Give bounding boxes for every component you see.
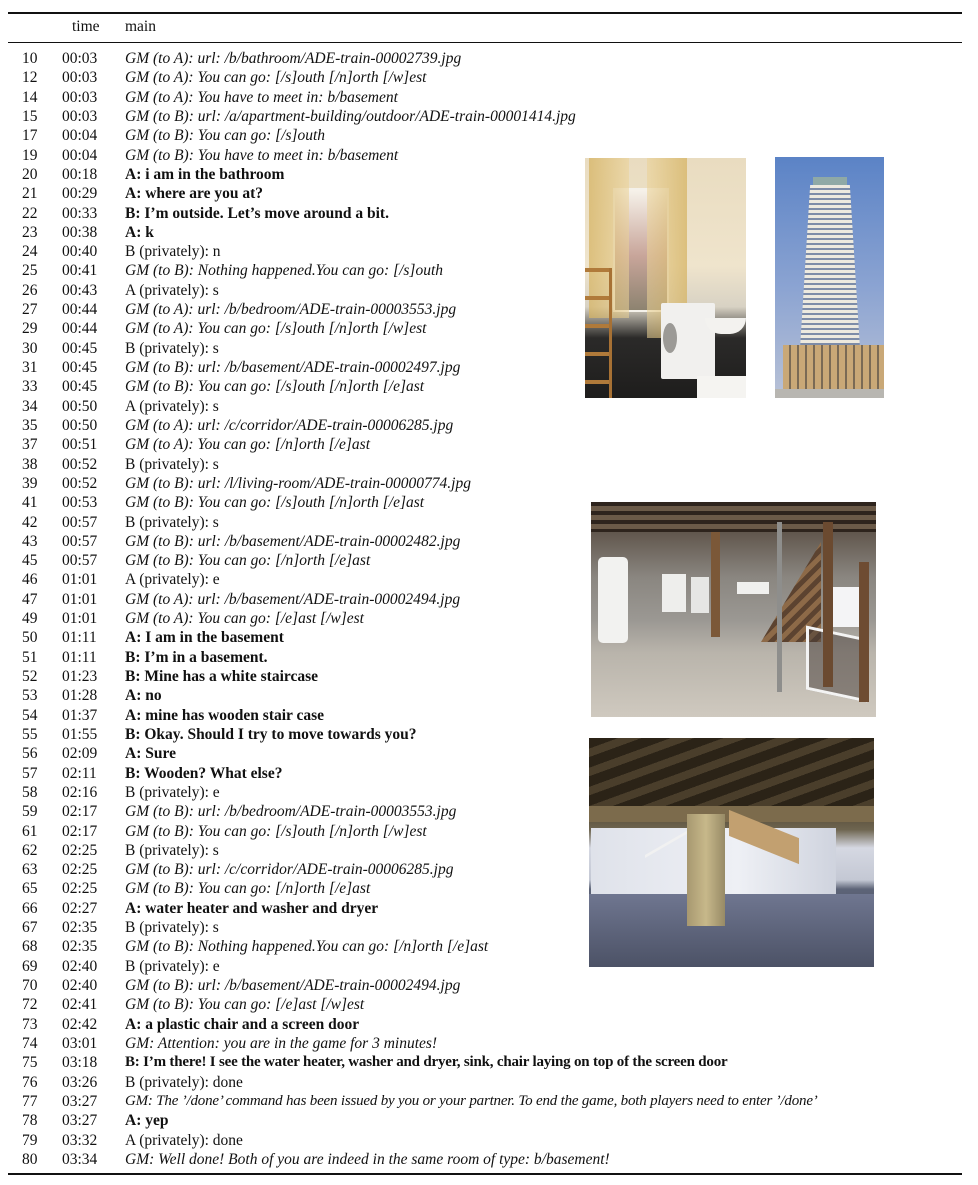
- row-message: GM (to B): You can go: [/s]outh [/n]orth [/e]ast: [125, 378, 425, 396]
- row-id: 38: [22, 455, 38, 473]
- row-id: 47: [22, 590, 38, 608]
- row-id: 74: [22, 1034, 38, 1052]
- floor: [589, 894, 874, 967]
- row-id: 52: [22, 668, 38, 685]
- water-heater: [598, 557, 628, 643]
- table-header: [0, 18, 978, 38]
- table-row: [0, 1034, 978, 1053]
- row-message: GM: The ’/done’ command has been issued by you or your partner. To end the game, both players need to enter ’/done’: [125, 1092, 818, 1109]
- row-id: 51: [22, 648, 38, 666]
- row-message: B (privately): done: [125, 1073, 243, 1091]
- row-message: GM (to B): Nothing happened.You can go: [/n]orth [/e]ast: [125, 938, 489, 956]
- row-message: B (privately): s: [125, 455, 219, 473]
- bathtub: [697, 376, 746, 398]
- row-id: 10: [22, 50, 38, 67]
- row-time: 02:09: [62, 745, 98, 763]
- row-time: 00:04: [62, 127, 98, 145]
- row-time: 03:26: [62, 1073, 98, 1091]
- row-id: 26: [22, 281, 38, 299]
- row-message: B: I’m there! I see the water heater, washer and dryer, sink, chair laying on top of the screen door: [125, 1054, 728, 1071]
- row-id: 65: [22, 880, 38, 898]
- ground: [775, 389, 884, 398]
- row-message: B: Mine has a white staircase: [125, 668, 319, 685]
- row-message: GM (to B): url: /b/basement/ADE-train-00002494.jpg: [125, 977, 461, 994]
- row-time: 00:40: [62, 243, 98, 261]
- row-time: 01:37: [62, 706, 98, 724]
- row-id: 27: [22, 301, 38, 319]
- wooden-post: [859, 562, 869, 702]
- row-message: B (privately): s: [125, 339, 219, 357]
- row-time: 00:38: [62, 223, 98, 241]
- row-id: 25: [22, 262, 38, 280]
- row-id: 80: [22, 1150, 38, 1168]
- table-row: [0, 995, 978, 1014]
- row-id: 50: [22, 629, 38, 647]
- row-id: 12: [22, 69, 38, 87]
- row-time: 01:01: [62, 610, 98, 628]
- row-message: GM (to A): url: /b/basement/ADE-train-00002494.jpg: [125, 590, 461, 608]
- row-time: 02:40: [62, 977, 98, 994]
- row-message: B (privately): n: [125, 243, 221, 261]
- row-id: 55: [22, 725, 38, 743]
- row-time: 00:45: [62, 378, 98, 396]
- row-time: 00:18: [62, 165, 98, 183]
- table-top-rule: [8, 12, 962, 14]
- row-time: 00:41: [62, 262, 98, 280]
- row-time: 02:17: [62, 803, 98, 821]
- row-id: 70: [22, 977, 38, 994]
- row-message: GM (to A): You have to meet in: b/basement: [125, 88, 398, 106]
- metal-post: [777, 522, 782, 692]
- row-id: 63: [22, 861, 38, 879]
- row-message: A: water heater and washer and dryer: [125, 899, 379, 917]
- row-message: A: i am in the bathroom: [125, 165, 285, 183]
- row-time: 01:11: [62, 629, 97, 647]
- row-time: 00:50: [62, 416, 98, 434]
- row-time: 00:44: [62, 320, 98, 338]
- row-id: 14: [22, 88, 38, 106]
- row-message: GM (to B): url: /a/apartment-building/outdoor/ADE-train-00001414.jpg: [125, 107, 576, 125]
- screen-door: [806, 626, 867, 703]
- row-message: GM: Attention: you are in the game for 3 minutes!: [125, 1034, 438, 1052]
- row-id: 31: [22, 359, 38, 376]
- row-id: 29: [22, 320, 38, 338]
- row-time: 00:44: [62, 301, 98, 319]
- row-time: 02:11: [62, 764, 97, 782]
- row-time: 00:50: [62, 397, 98, 415]
- row-message: GM (to A): You can go: [/s]outh [/n]orth [/w]est: [125, 69, 427, 87]
- table-header-rule: [8, 42, 962, 43]
- row-time: 02:16: [62, 783, 98, 801]
- wooden-post: [711, 532, 720, 637]
- row-id: 34: [22, 397, 38, 415]
- row-message: A: mine has wooden stair case: [125, 706, 325, 724]
- row-id: 15: [22, 107, 38, 125]
- row-message: B: I’m in a basement.: [125, 648, 268, 666]
- row-message: A: yep: [125, 1112, 169, 1130]
- row-message: B (privately): s: [125, 513, 219, 531]
- row-id: 53: [22, 687, 38, 705]
- row-time: 00:45: [62, 339, 98, 357]
- row-time: 00:57: [62, 513, 98, 531]
- table-bottom-rule: [8, 1173, 962, 1175]
- table-row: [0, 435, 978, 454]
- row-id: 46: [22, 571, 38, 589]
- table-row: [0, 49, 978, 68]
- row-time: 00:57: [62, 532, 98, 550]
- row-id: 45: [22, 552, 38, 570]
- row-id: 17: [22, 127, 38, 145]
- row-id: 57: [22, 764, 38, 782]
- row-id: 20: [22, 165, 38, 183]
- row-time: 00:52: [62, 455, 98, 473]
- row-time: 03:01: [62, 1034, 98, 1052]
- row-time: 01:11: [62, 648, 97, 666]
- basement-photo-2: [589, 738, 874, 967]
- row-time: 02:25: [62, 861, 98, 879]
- row-id: 76: [22, 1073, 38, 1091]
- row-message: GM (to B): url: /b/basement/ADE-train-00002482.jpg: [125, 532, 461, 550]
- table-row: [0, 416, 978, 435]
- row-time: 02:40: [62, 957, 98, 975]
- row-time: 00:03: [62, 69, 98, 87]
- row-time: 00:04: [62, 146, 98, 164]
- row-id: 56: [22, 745, 38, 763]
- row-id: 79: [22, 1131, 38, 1149]
- row-message: A (privately): s: [125, 397, 219, 415]
- row-id: 42: [22, 513, 38, 531]
- row-time: 02:25: [62, 880, 98, 898]
- row-id: 67: [22, 919, 38, 937]
- row-id: 69: [22, 957, 38, 975]
- table-row: [0, 976, 978, 995]
- row-message: GM (to B): You can go: [/e]ast [/w]est: [125, 996, 365, 1014]
- row-message: B (privately): e: [125, 783, 220, 801]
- row-id: 54: [22, 706, 38, 724]
- row-id: 72: [22, 996, 38, 1014]
- wooden-post: [823, 522, 833, 687]
- row-id: 49: [22, 610, 38, 628]
- row-id: 21: [22, 185, 38, 203]
- row-id: 43: [22, 532, 38, 550]
- row-time: 03:27: [62, 1092, 98, 1110]
- row-message: A: I am in the basement: [125, 629, 284, 647]
- table-row: [0, 1150, 978, 1169]
- row-message: B (privately): s: [125, 919, 219, 937]
- row-message: A: a plastic chair and a screen door: [125, 1015, 360, 1033]
- row-message: GM (to B): url: /c/corridor/ADE-train-00006285.jpg: [125, 861, 454, 879]
- washer: [662, 574, 686, 612]
- row-message: GM (to A): You can go: [/n]orth [/e]ast: [125, 436, 370, 454]
- table-row: [0, 126, 978, 145]
- row-message: GM (to B): You can go: [/n]orth [/e]ast: [125, 552, 371, 570]
- row-time: 02:42: [62, 1015, 98, 1033]
- row-message: A: Sure: [125, 745, 176, 763]
- row-id: 41: [22, 494, 38, 512]
- row-time: 02:35: [62, 919, 98, 937]
- row-message: A (privately): e: [125, 571, 220, 589]
- dryer: [691, 577, 709, 613]
- row-id: 35: [22, 416, 38, 434]
- row-id: 73: [22, 1015, 38, 1033]
- row-time: 02:41: [62, 996, 98, 1014]
- row-message: GM (to B): You have to meet in: b/basement: [125, 146, 399, 164]
- table-row: [0, 88, 978, 107]
- row-id: 22: [22, 204, 38, 222]
- row-time: 01:01: [62, 590, 98, 608]
- table-row: [0, 1053, 978, 1072]
- concrete-pillar: [687, 814, 725, 926]
- table-row: [0, 107, 978, 126]
- row-message: GM (to B): You can go: [/s]outh [/n]orth [/e]ast: [125, 494, 425, 512]
- row-id: 62: [22, 841, 38, 859]
- row-message: GM (to B): url: /b/basement/ADE-train-00002497.jpg: [125, 359, 461, 376]
- row-time: 00:57: [62, 552, 98, 570]
- row-id: 58: [22, 783, 38, 801]
- row-message: GM (to B): Nothing happened.You can go: [/s]outh: [125, 262, 444, 280]
- plastic-chair: [831, 587, 861, 627]
- row-time: 01:55: [62, 725, 98, 743]
- row-message: GM (to A): You can go: [/s]outh [/n]orth [/w]est: [125, 320, 427, 338]
- row-id: 19: [22, 146, 38, 164]
- row-time: 02:25: [62, 841, 98, 859]
- table-row: [0, 1131, 978, 1150]
- row-id: 78: [22, 1112, 38, 1130]
- row-message: A (privately): s: [125, 281, 219, 299]
- row-time: 01:23: [62, 668, 98, 685]
- row-time: 02:17: [62, 822, 98, 840]
- row-time: 03:32: [62, 1131, 98, 1149]
- row-message: B (privately): s: [125, 841, 219, 859]
- row-id: 75: [22, 1054, 38, 1072]
- header-main: main: [125, 18, 156, 35]
- row-message: GM (to A): url: /b/bedroom/ADE-train-00003553.jpg: [125, 301, 457, 319]
- table-row: [0, 1073, 978, 1092]
- row-id: 77: [22, 1092, 38, 1110]
- row-time: 00:43: [62, 281, 98, 299]
- row-id: 24: [22, 243, 38, 261]
- row-time: 00:52: [62, 474, 98, 492]
- table-row: [0, 1111, 978, 1130]
- shelf: [585, 268, 612, 398]
- tower: [799, 185, 861, 365]
- row-time: 00:03: [62, 88, 98, 106]
- row-message: A: no: [125, 687, 162, 705]
- row-id: 66: [22, 899, 38, 917]
- row-message: GM (to B): You can go: [/s]outh: [125, 127, 326, 145]
- row-message: GM (to B): url: /b/bedroom/ADE-train-00003553.jpg: [125, 803, 457, 821]
- sink: [737, 582, 769, 594]
- row-id: 37: [22, 436, 38, 454]
- ceiling-joists: [591, 502, 876, 532]
- row-id: 33: [22, 378, 38, 396]
- row-message: A (privately): done: [125, 1131, 243, 1149]
- row-message: GM (to A): url: /b/bathroom/ADE-train-00002739.jpg: [125, 50, 462, 67]
- row-id: 30: [22, 339, 38, 357]
- washing-machine: [661, 303, 715, 379]
- row-time: 00:53: [62, 494, 98, 512]
- basement-photo-1: [591, 502, 876, 717]
- row-message: GM (to A): url: /c/corridor/ADE-train-00006285.jpg: [125, 416, 454, 434]
- row-message: GM (to B): You can go: [/s]outh [/n]orth [/w]est: [125, 822, 427, 840]
- row-message: GM (to B): You can go: [/n]orth [/e]ast: [125, 880, 371, 898]
- row-id: 23: [22, 223, 38, 241]
- row-time: 02:27: [62, 899, 98, 917]
- bathroom-photo: [585, 158, 746, 398]
- row-time: 02:35: [62, 938, 98, 956]
- row-message: B: Okay. Should I try to move towards you?: [125, 725, 417, 743]
- row-time: 01:28: [62, 687, 98, 705]
- table-row: [0, 1015, 978, 1034]
- table-row: [0, 1092, 978, 1111]
- header-time: time: [72, 18, 100, 35]
- row-time: 00:45: [62, 359, 98, 376]
- row-id: 61: [22, 822, 38, 840]
- table-row: [0, 455, 978, 474]
- row-message: GM (to B): url: /l/living-room/ADE-train-00000774.jpg: [125, 474, 471, 492]
- row-id: 68: [22, 938, 38, 956]
- table-row: [0, 397, 978, 416]
- row-message: B: Wooden? What else?: [125, 764, 283, 782]
- row-time: 00:03: [62, 107, 98, 125]
- row-message: A: k: [125, 223, 154, 241]
- row-time: 03:34: [62, 1150, 98, 1168]
- row-time: 00:29: [62, 185, 98, 203]
- row-id: 59: [22, 803, 38, 821]
- row-message: GM (to A): You can go: [/e]ast [/w]est: [125, 610, 364, 628]
- tower-podium: [783, 345, 884, 390]
- row-time: 01:01: [62, 571, 98, 589]
- row-time: 00:51: [62, 436, 98, 454]
- row-time: 00:03: [62, 50, 98, 67]
- row-id: 39: [22, 474, 38, 492]
- row-time: 03:27: [62, 1112, 98, 1130]
- row-message: A: where are you at?: [125, 185, 264, 203]
- table-row: [0, 68, 978, 87]
- apartment-tower-photo: [775, 157, 884, 398]
- row-message: B (privately): e: [125, 957, 220, 975]
- table-row: [0, 474, 978, 493]
- row-time: 00:33: [62, 204, 98, 222]
- row-message: GM: Well done! Both of you are indeed in the same room of type: b/basement!: [125, 1150, 610, 1168]
- row-message: B: I’m outside. Let’s move around a bit.: [125, 204, 389, 222]
- row-time: 03:18: [62, 1054, 98, 1072]
